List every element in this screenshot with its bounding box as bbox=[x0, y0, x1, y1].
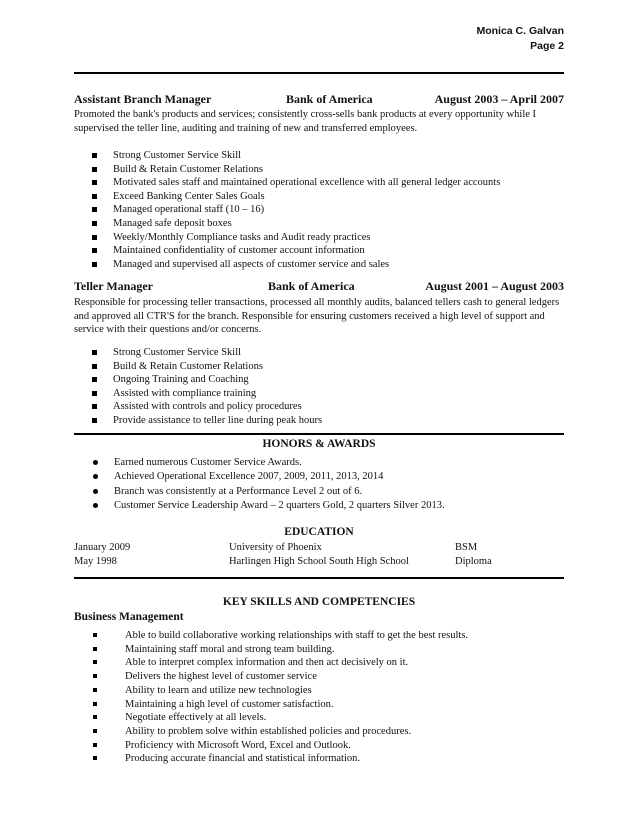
list-item-text: Achieved Operational Excellence 2007, 2009, 2011, 2013, 2014 bbox=[114, 471, 384, 483]
bullet-icon bbox=[92, 207, 97, 212]
bullet-icon bbox=[92, 350, 97, 355]
list-item bbox=[92, 346, 322, 360]
list-item-text: Motivated sales staff and maintained operational excellence with all general ledger accounts bbox=[113, 177, 501, 189]
bullet-icon bbox=[92, 180, 97, 185]
job-description: Responsible for processing teller transactions, processed all monthly audits, balanced tellers cash to general ledgers and approved all CTR'S for the branch. Responsible for ensuring customers received a high level of support and service with their questions and/or concerns. bbox=[74, 297, 560, 336]
bullet-icon bbox=[92, 248, 97, 253]
bullet-icon bbox=[93, 715, 97, 719]
job-description: Promoted the bank's products and services; consistently cross-sells bank products at every opportunity while I supervised the teller line, auditing and training of new and transferred employees. bbox=[74, 109, 537, 134]
bullet-icon bbox=[93, 489, 98, 494]
list-item-text: Assisted with compliance training bbox=[113, 387, 257, 399]
list-item bbox=[92, 360, 322, 374]
bullet-icon bbox=[93, 660, 97, 664]
list-item bbox=[92, 684, 468, 698]
list-item bbox=[92, 387, 322, 401]
list-item-text: Strong Customer Service Skill bbox=[113, 150, 242, 161]
list-item-text: Provide assistance to teller line during peak hours bbox=[113, 414, 323, 426]
skills-list bbox=[92, 629, 468, 766]
list-item-text: Earned numerous Customer Service Awards. bbox=[114, 457, 302, 468]
bullet-icon bbox=[92, 391, 97, 396]
list-item-text: Ongoing Training and Coaching bbox=[113, 374, 249, 386]
bullet-icon bbox=[93, 688, 97, 692]
education-row bbox=[74, 542, 564, 556]
list-item bbox=[92, 456, 445, 470]
list-item-text: Build & Retain Customer Relations bbox=[113, 163, 263, 175]
education-row bbox=[74, 556, 564, 570]
bullet-icon bbox=[93, 756, 97, 760]
list-item-text: Weekly/Monthly Compliance tasks and Audit ready practices bbox=[113, 231, 371, 243]
job-dates: August 2001 – August 2003 bbox=[425, 279, 564, 293]
list-item-text: Exceed Banking Center Sales Goals bbox=[113, 190, 265, 202]
page-header bbox=[476, 24, 564, 54]
job-bullet-list bbox=[92, 149, 500, 271]
education-degree: BSM bbox=[455, 542, 478, 553]
honors-title: HONORS & AWARDS bbox=[262, 438, 376, 450]
list-item-text: Managed operational staff (10 – 16) bbox=[113, 204, 265, 216]
bullet-icon bbox=[92, 235, 97, 240]
bullet-icon bbox=[92, 194, 97, 199]
education-school: University of Phoenix bbox=[229, 542, 322, 553]
bullet-icon bbox=[92, 153, 97, 158]
list-item bbox=[92, 752, 468, 766]
list-item bbox=[92, 163, 500, 177]
list-item-text: Ability to problem solve within established policies and procedures. bbox=[125, 725, 412, 737]
list-item-text: Able to build collaborative working relationships with staff to get the best results. bbox=[125, 630, 469, 641]
job-title: Teller Manager bbox=[74, 279, 153, 293]
job-dates: August 2003 – April 2007 bbox=[434, 92, 564, 106]
list-item bbox=[92, 414, 322, 428]
bullet-icon bbox=[93, 647, 97, 651]
header-name: Monica C. Galvan bbox=[476, 25, 564, 37]
list-item-text: Assisted with controls and policy procedures bbox=[113, 401, 302, 413]
list-item-text: Strong Customer Service Skill bbox=[113, 347, 242, 358]
skills-subtitle: Business Management bbox=[74, 611, 184, 623]
education-date: May 1998 bbox=[74, 556, 117, 567]
list-item bbox=[92, 711, 468, 725]
list-item bbox=[92, 629, 468, 643]
list-item bbox=[92, 190, 500, 204]
bullet-icon bbox=[92, 377, 97, 382]
list-item bbox=[92, 470, 445, 484]
list-item bbox=[92, 373, 322, 387]
list-item-text: Maintained confidentiality of customer account information bbox=[113, 245, 365, 257]
list-item-text: Producing accurate financial and statistical information. bbox=[125, 753, 360, 765]
job-company: Bank of America bbox=[286, 92, 373, 106]
list-item bbox=[92, 149, 500, 163]
header-divider bbox=[74, 72, 564, 74]
bullet-icon bbox=[93, 674, 97, 678]
list-item bbox=[92, 485, 445, 499]
list-item bbox=[92, 231, 500, 245]
list-item-text: Ability to learn and utilize new technologies bbox=[125, 684, 312, 696]
header-page-number: Page 2 bbox=[530, 40, 564, 52]
list-item bbox=[92, 670, 468, 684]
list-item-text: Able to interpret complex information and then act decisively on it. bbox=[125, 657, 409, 669]
list-item bbox=[92, 725, 468, 739]
list-item-text: Delivers the highest level of customer service bbox=[125, 671, 317, 683]
list-item-text: Maintaining a high level of customer satisfaction. bbox=[125, 698, 334, 710]
job-company: Bank of America bbox=[268, 279, 355, 293]
list-item bbox=[92, 203, 500, 217]
list-item-text: Build & Retain Customer Relations bbox=[113, 360, 263, 372]
bullet-icon bbox=[92, 404, 97, 409]
bullet-icon bbox=[92, 364, 97, 369]
list-item bbox=[92, 244, 500, 258]
bullet-icon bbox=[93, 633, 97, 637]
list-item bbox=[92, 739, 468, 753]
honors-divider bbox=[74, 433, 564, 435]
bullet-icon bbox=[93, 474, 98, 479]
bullet-icon bbox=[92, 221, 97, 226]
bullet-icon bbox=[93, 503, 98, 508]
bullet-icon bbox=[92, 262, 97, 267]
job-heading-assistant-branch-manager bbox=[74, 92, 564, 108]
honors-list bbox=[92, 456, 445, 514]
list-item bbox=[92, 258, 500, 272]
list-item bbox=[92, 656, 468, 670]
list-item-text: Managed safe deposit boxes bbox=[113, 217, 232, 229]
list-item bbox=[92, 217, 500, 231]
bullet-icon bbox=[92, 418, 97, 423]
skills-title: KEY SKILLS AND COMPETENCIES bbox=[222, 596, 416, 608]
bullet-icon bbox=[92, 167, 97, 172]
education-divider bbox=[74, 577, 564, 579]
bullet-icon bbox=[93, 729, 97, 733]
education-title: EDUCATION bbox=[284, 526, 354, 538]
bullet-icon bbox=[93, 702, 97, 706]
list-item-text: Managed and supervised all aspects of customer service and sales bbox=[113, 258, 390, 270]
list-item-text: Negotiate effectively at all levels. bbox=[125, 712, 267, 724]
list-item-text: Proficiency with Microsoft Word, Excel and Outlook. bbox=[125, 739, 351, 751]
education-school: Harlingen High School South High School bbox=[229, 556, 409, 567]
list-item bbox=[92, 698, 468, 712]
education-degree: Diploma bbox=[455, 556, 492, 567]
bullet-icon bbox=[93, 743, 97, 747]
list-item bbox=[92, 499, 445, 513]
list-item-text: Branch was consistently at a Performance Level 2 out of 6. bbox=[114, 485, 363, 497]
list-item bbox=[92, 643, 468, 657]
bullet-icon bbox=[93, 460, 98, 465]
job-title: Assistant Branch Manager bbox=[74, 92, 212, 106]
list-item bbox=[92, 400, 322, 414]
list-item bbox=[92, 176, 500, 190]
job-heading-teller-manager bbox=[74, 279, 564, 295]
education-date: January 2009 bbox=[74, 542, 131, 553]
list-item-text: Customer Service Leadership Award – 2 quarters Gold, 2 quarters Silver 2013. bbox=[114, 500, 445, 512]
job-bullet-list bbox=[92, 346, 322, 428]
list-item-text: Maintaining staff moral and strong team building. bbox=[125, 643, 335, 655]
